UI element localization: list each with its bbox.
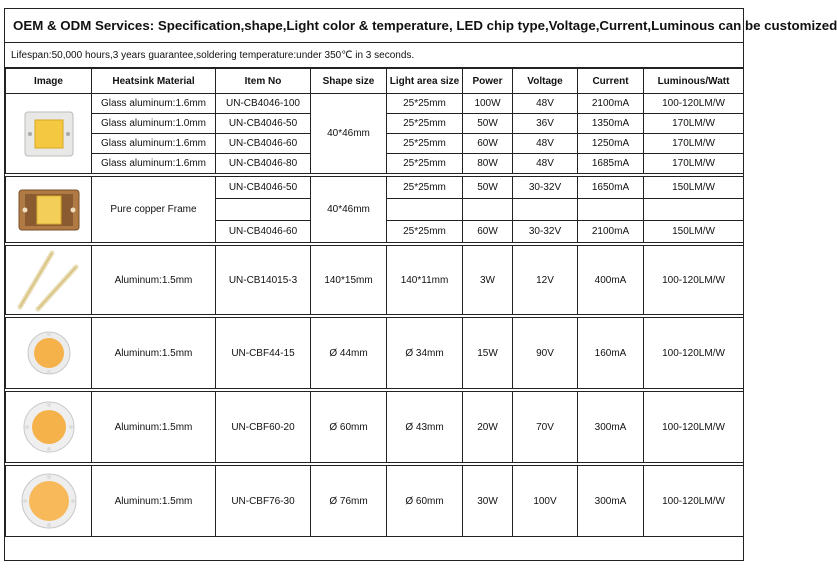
voltage-cell: 48V (513, 94, 578, 114)
header-voltage: Voltage (513, 69, 578, 94)
item-cell: UN-CBF44-15 (216, 318, 311, 389)
current-cell: 2100mA (578, 221, 644, 243)
current-cell: 1250mA (578, 134, 644, 154)
lifespan-note: Lifespan:50,000 hours,3 years guarantee,soldering temperature:under 350℃ in 3 seconds. (5, 43, 743, 68)
round-chip-medium-icon (21, 399, 77, 455)
voltage-cell: 36V (513, 114, 578, 134)
material-cell: Aluminum:1.5mm (92, 392, 216, 463)
header-item-no: Item No (216, 69, 311, 94)
power-cell: 15W (463, 318, 513, 389)
cob-square-chip-icon (23, 108, 75, 160)
material-cell: Aluminum:1.5mm (92, 246, 216, 315)
light-cell: 25*25mm (387, 134, 463, 154)
item-cell: UN-CB4046-80 (216, 154, 311, 174)
shape-cell: 40*46mm (311, 177, 387, 243)
power-cell: 100W (463, 94, 513, 114)
shape-cell: Ø 76mm (311, 466, 387, 537)
voltage-cell: 12V (513, 246, 578, 315)
material-cell: Glass aluminum:1.0mm (92, 114, 216, 134)
voltage-cell: 48V (513, 154, 578, 174)
header-power: Power (463, 69, 513, 94)
power-cell: 50W (463, 177, 513, 199)
shape-cell: Ø 60mm (311, 392, 387, 463)
light-cell: 25*25mm (387, 114, 463, 134)
light-cell: 140*11mm (387, 246, 463, 315)
shape-cell: Ø 44mm (311, 318, 387, 389)
light-cell: 25*25mm (387, 221, 463, 243)
item-cell: UN-CB4046-60 (216, 134, 311, 154)
current-cell: 400mA (578, 246, 644, 315)
shape-cell: 140*15mm (311, 246, 387, 315)
item-cell: UN-CB14015-3 (216, 246, 311, 315)
header-light-area: Light area size (387, 69, 463, 94)
header-current: Current (578, 69, 644, 94)
luminous-cell: 170LM/W (644, 154, 744, 174)
current-cell: 160mA (578, 318, 644, 389)
page-title: OEM & ODM Services: Specification,shape,Light color & temperature, LED chip type,Voltage,Current,Luminous can be customized (5, 9, 743, 43)
power-cell: 3W (463, 246, 513, 315)
material-cell: Glass aluminum:1.6mm (92, 94, 216, 114)
luminous-cell: 100-120LM/W (644, 466, 744, 537)
light-cell: Ø 43mm (387, 392, 463, 463)
header-heatsink: Heatsink Material (92, 69, 216, 94)
header-row (6, 69, 744, 94)
power-cell: 60W (463, 221, 513, 243)
luminous-cell: 150LM/W (644, 177, 744, 199)
material-cell: Aluminum:1.5mm (92, 466, 216, 537)
current-cell: 2100mA (578, 94, 644, 114)
luminous-cell: 100-120LM/W (644, 318, 744, 389)
voltage-cell: 30-32V (513, 221, 578, 243)
table-row (6, 318, 744, 389)
table-row (6, 94, 744, 114)
header-shape-size: Shape size (311, 69, 387, 94)
item-cell: UN-CBF76-30 (216, 466, 311, 537)
luminous-cell: 170LM/W (644, 134, 744, 154)
voltage-cell: 70V (513, 392, 578, 463)
material-cell: Aluminum:1.5mm (92, 318, 216, 389)
header-image: Image (6, 69, 92, 94)
voltage-cell: 30-32V (513, 177, 578, 199)
luminous-cell: 170LM/W (644, 114, 744, 134)
light-cell: Ø 60mm (387, 466, 463, 537)
luminous-cell: 150LM/W (644, 221, 744, 243)
luminous-cell: 100-120LM/W (644, 246, 744, 315)
item-cell: UN-CBF60-20 (216, 392, 311, 463)
table-row (6, 392, 744, 463)
table-row (6, 177, 744, 199)
round-chip-small-icon (24, 328, 74, 378)
light-cell: 25*25mm (387, 177, 463, 199)
light-cell: 25*25mm (387, 94, 463, 114)
voltage-cell: 48V (513, 134, 578, 154)
voltage-cell: 100V (513, 466, 578, 537)
item-cell: UN-CB4046-60 (216, 221, 311, 243)
item-cell: UN-CB4046-50 (216, 177, 311, 199)
power-cell: 20W (463, 392, 513, 463)
power-cell: 30W (463, 466, 513, 537)
material-cell: Glass aluminum:1.6mm (92, 154, 216, 174)
power-cell: 80W (463, 154, 513, 174)
shape-cell: 40*46mm (311, 94, 387, 174)
current-cell: 300mA (578, 466, 644, 537)
round-chip-large-icon (19, 471, 79, 531)
current-cell: 1350mA (578, 114, 644, 134)
material-cell: Pure copper Frame (92, 177, 216, 243)
material-cell: Glass aluminum:1.6mm (92, 134, 216, 154)
spec-sheet (4, 8, 837, 561)
luminous-cell: 100-120LM/W (644, 392, 744, 463)
voltage-cell: 90V (513, 318, 578, 389)
table-row (6, 246, 744, 315)
current-cell: 1650mA (578, 177, 644, 199)
spec-table (5, 68, 744, 537)
current-cell: 300mA (578, 392, 644, 463)
light-cell: 25*25mm (387, 154, 463, 174)
power-cell: 60W (463, 134, 513, 154)
table-row (6, 466, 744, 537)
current-cell: 1685mA (578, 154, 644, 174)
copper-frame-chip-icon (17, 182, 81, 238)
power-cell: 50W (463, 114, 513, 134)
item-cell: UN-CB4046-100 (216, 94, 311, 114)
light-cell: Ø 34mm (387, 318, 463, 389)
header-luminous: Luminous/Watt (644, 69, 744, 94)
strip-chip-icon (14, 249, 84, 311)
item-cell: UN-CB4046-50 (216, 114, 311, 134)
luminous-cell: 100-120LM/W (644, 94, 744, 114)
